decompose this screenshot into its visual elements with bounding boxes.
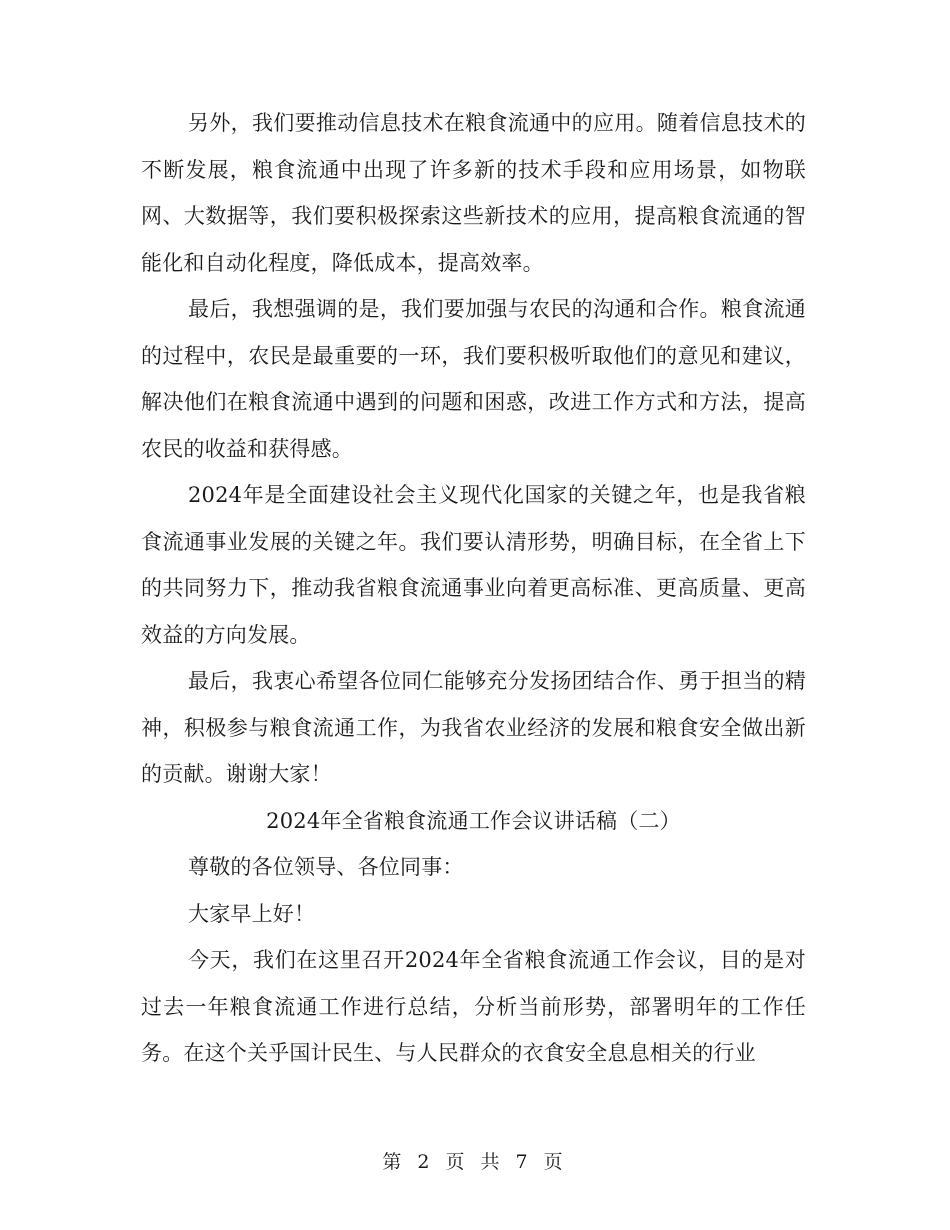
paragraph-closing-thanks: 最后，我衷心希望各位同仁能够充分发扬团结合作、勇于担当的精神，积极参与粮食流通工作，为我省农业经济的发展和粮食安全做出新的贡献。谢谢大家！ xyxy=(141,669,806,786)
paragraph-it-application: 另外，我们要推动信息技术在粮食流通中的应用。随着信息技术的不断发展，粮食流通中出现了许多新的技术手段和应用场景，如物联网、大数据等，我们要积极探索这些新技术的应用，提高粮食流通的智能化和自动化程度，降低成本，提高效率。 xyxy=(141,111,806,275)
page-body xyxy=(141,100,806,1077)
paragraph-2024-outlook: 2024年是全面建设社会主义现代化国家的关键之年，也是我省粮食流通事业发展的关键之年。我们要认清形势，明确目标，在全省上下的共同努力下，推动我省粮食流通事业向着更高标准、更高质量、更高效益的方向发展。 xyxy=(141,483,806,647)
paragraph-salutation: 尊敬的各位领导、各位同事： xyxy=(188,855,464,879)
paragraph-greeting: 大家早上好！ xyxy=(188,901,316,926)
page-footer: 第 2 页 共 7 页 xyxy=(382,1151,568,1173)
section-title: 2024年全省粮食流通工作会议讲话稿（二） xyxy=(266,808,681,833)
paragraph-meeting-intro: 今天，我们在这里召开2024年全省粮食流通工作会议，目的是对过去一年粮食流通工作进行总结，分析当前形势，部署明年的工作任务。在这个关乎国计民生、与人民群众的衣食安全息息相关的行业 xyxy=(141,948,806,1065)
paragraph-farmer-communication: 最后，我想强调的是，我们要加强与农民的沟通和合作。粮食流通的过程中，农民是最重要的一环，我们要积极听取他们的意见和建议，解决他们在粮食流通中遇到的问题和困惑，改进工作方式和方法，提高农民的收益和获得感。 xyxy=(141,297,806,461)
